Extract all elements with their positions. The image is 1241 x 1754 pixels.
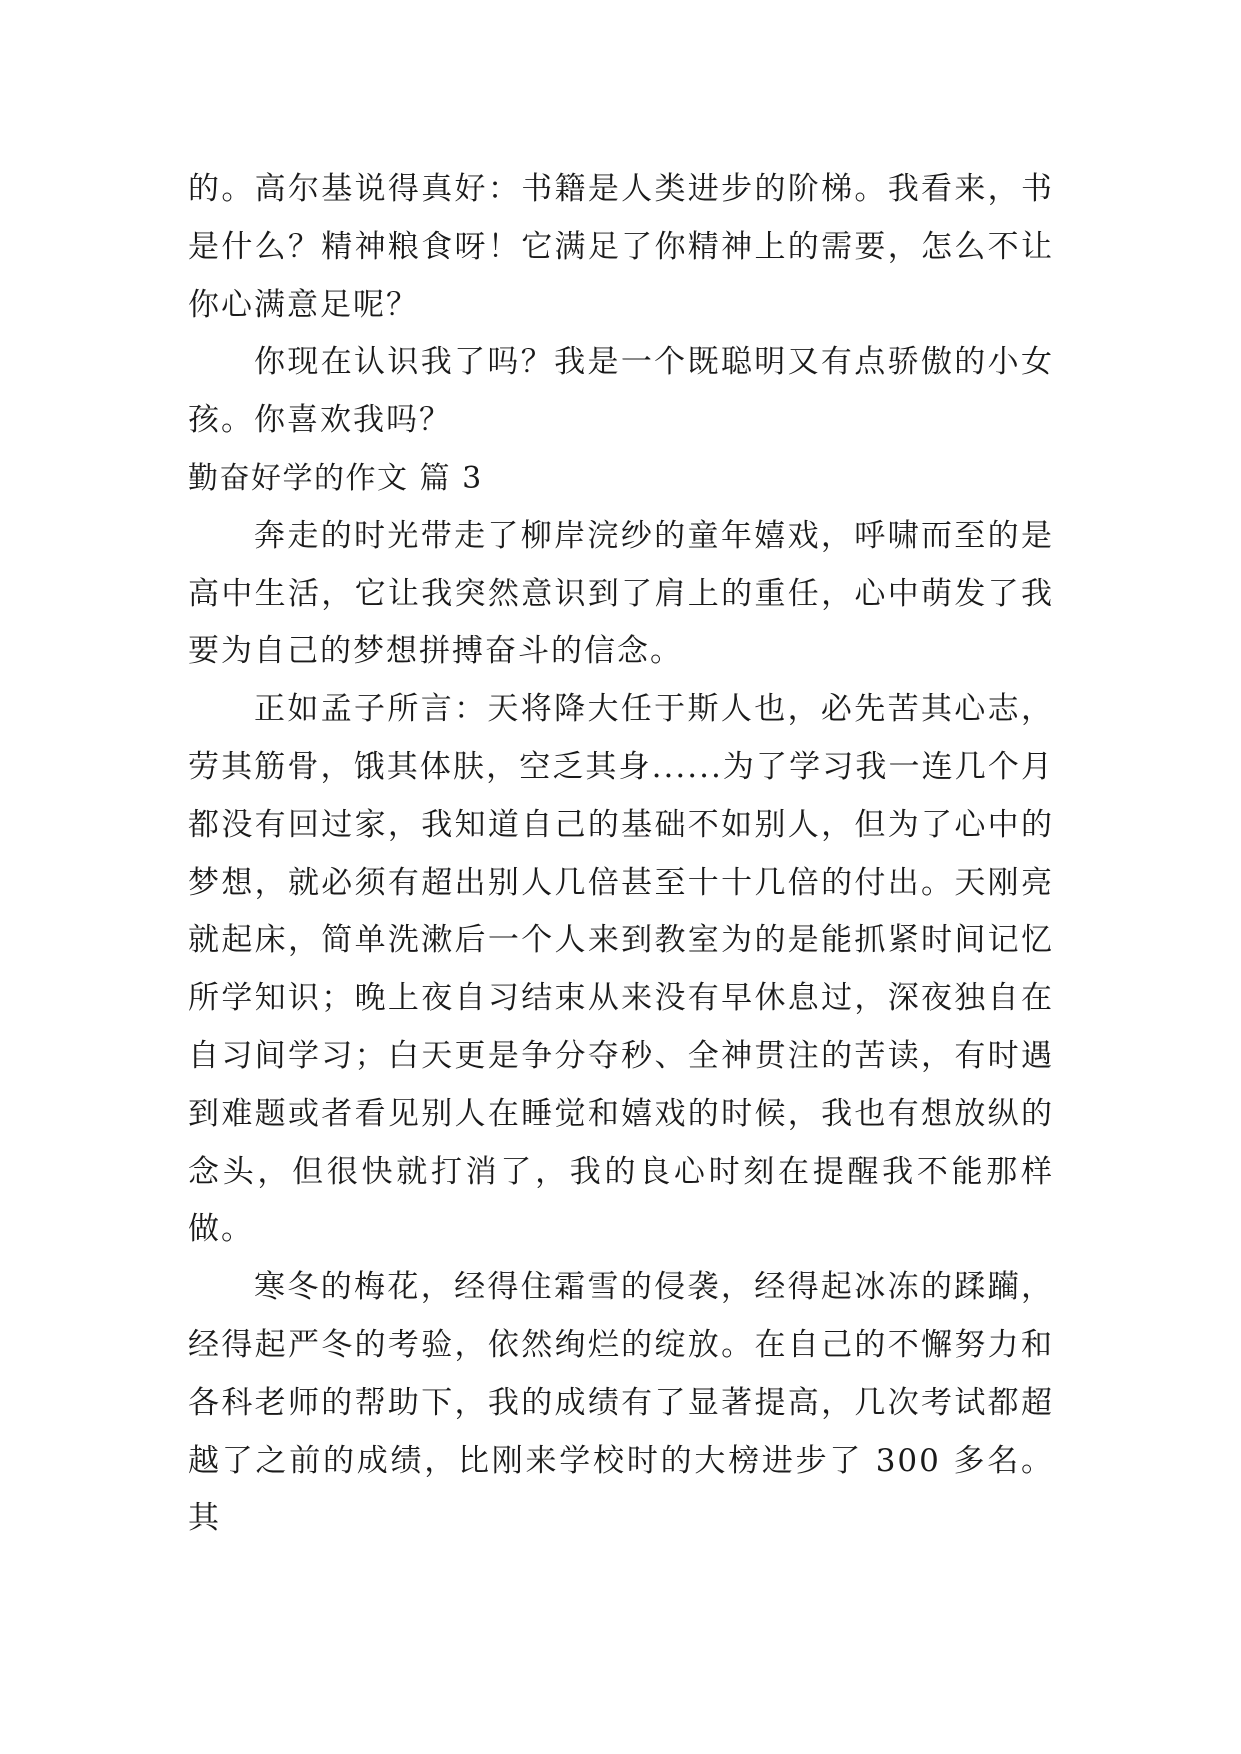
paragraph-introduction: 你现在认识我了吗？我是一个既聪明又有点骄傲的小女孩。你喜欢我吗？ <box>188 344 1054 439</box>
document-page <box>188 161 1054 1548</box>
section-heading: 勤奋好学的作文 篇 3 <box>188 460 483 496</box>
paragraph-3: 寒冬的梅花，经得住霜雪的侵袭，经得起冰冻的蹂躏，经得起严冬的考验，依然绚烂的绽放。在自己的不懈努力和各科老师的帮助下，我的成绩有了显著提高，几次考试都超越了之前的成绩，比刚来学校时的大榜进步了 300 多名。其 <box>188 1269 1054 1537</box>
paragraph-continuation: 的。高尔基说得真好：书籍是人类进步的阶梯。我看来，书是什么？精神粮食呀！它满足了你精神上的需要，怎么不让你心满意足呢？ <box>188 171 1054 323</box>
paragraph-2: 正如孟子所言：天将降大任于斯人也，必先苦其心志，劳其筋骨，饿其体肤，空乏其身......为了学习我一连几个月都没有回过家，我知道自己的基础不如别人，但为了心中的梦想，就必须有超出别人几倍甚至十十几倍的付出。天刚亮就起床，简单洗漱后一个人来到教室为的是能抓紧时间记忆所学知识；晚上夜自习结束从来没有早休息过，深夜独自在自习间学习；白天更是争分夺秒、全神贯注的苦读，有时遇到难题或者看见别人在睡觉和嬉戏的时候，我也有想放纵的念头，但很快就打消了，我的良心时刻在提醒我不能那样做。 <box>188 691 1054 1248</box>
paragraph-1: 奔走的时光带走了柳岸浣纱的童年嬉戏，呼啸而至的是高中生活，它让我突然意识到了肩上的重任，心中萌发了我要为自己的梦想拼搏奋斗的信念。 <box>188 517 1054 670</box>
